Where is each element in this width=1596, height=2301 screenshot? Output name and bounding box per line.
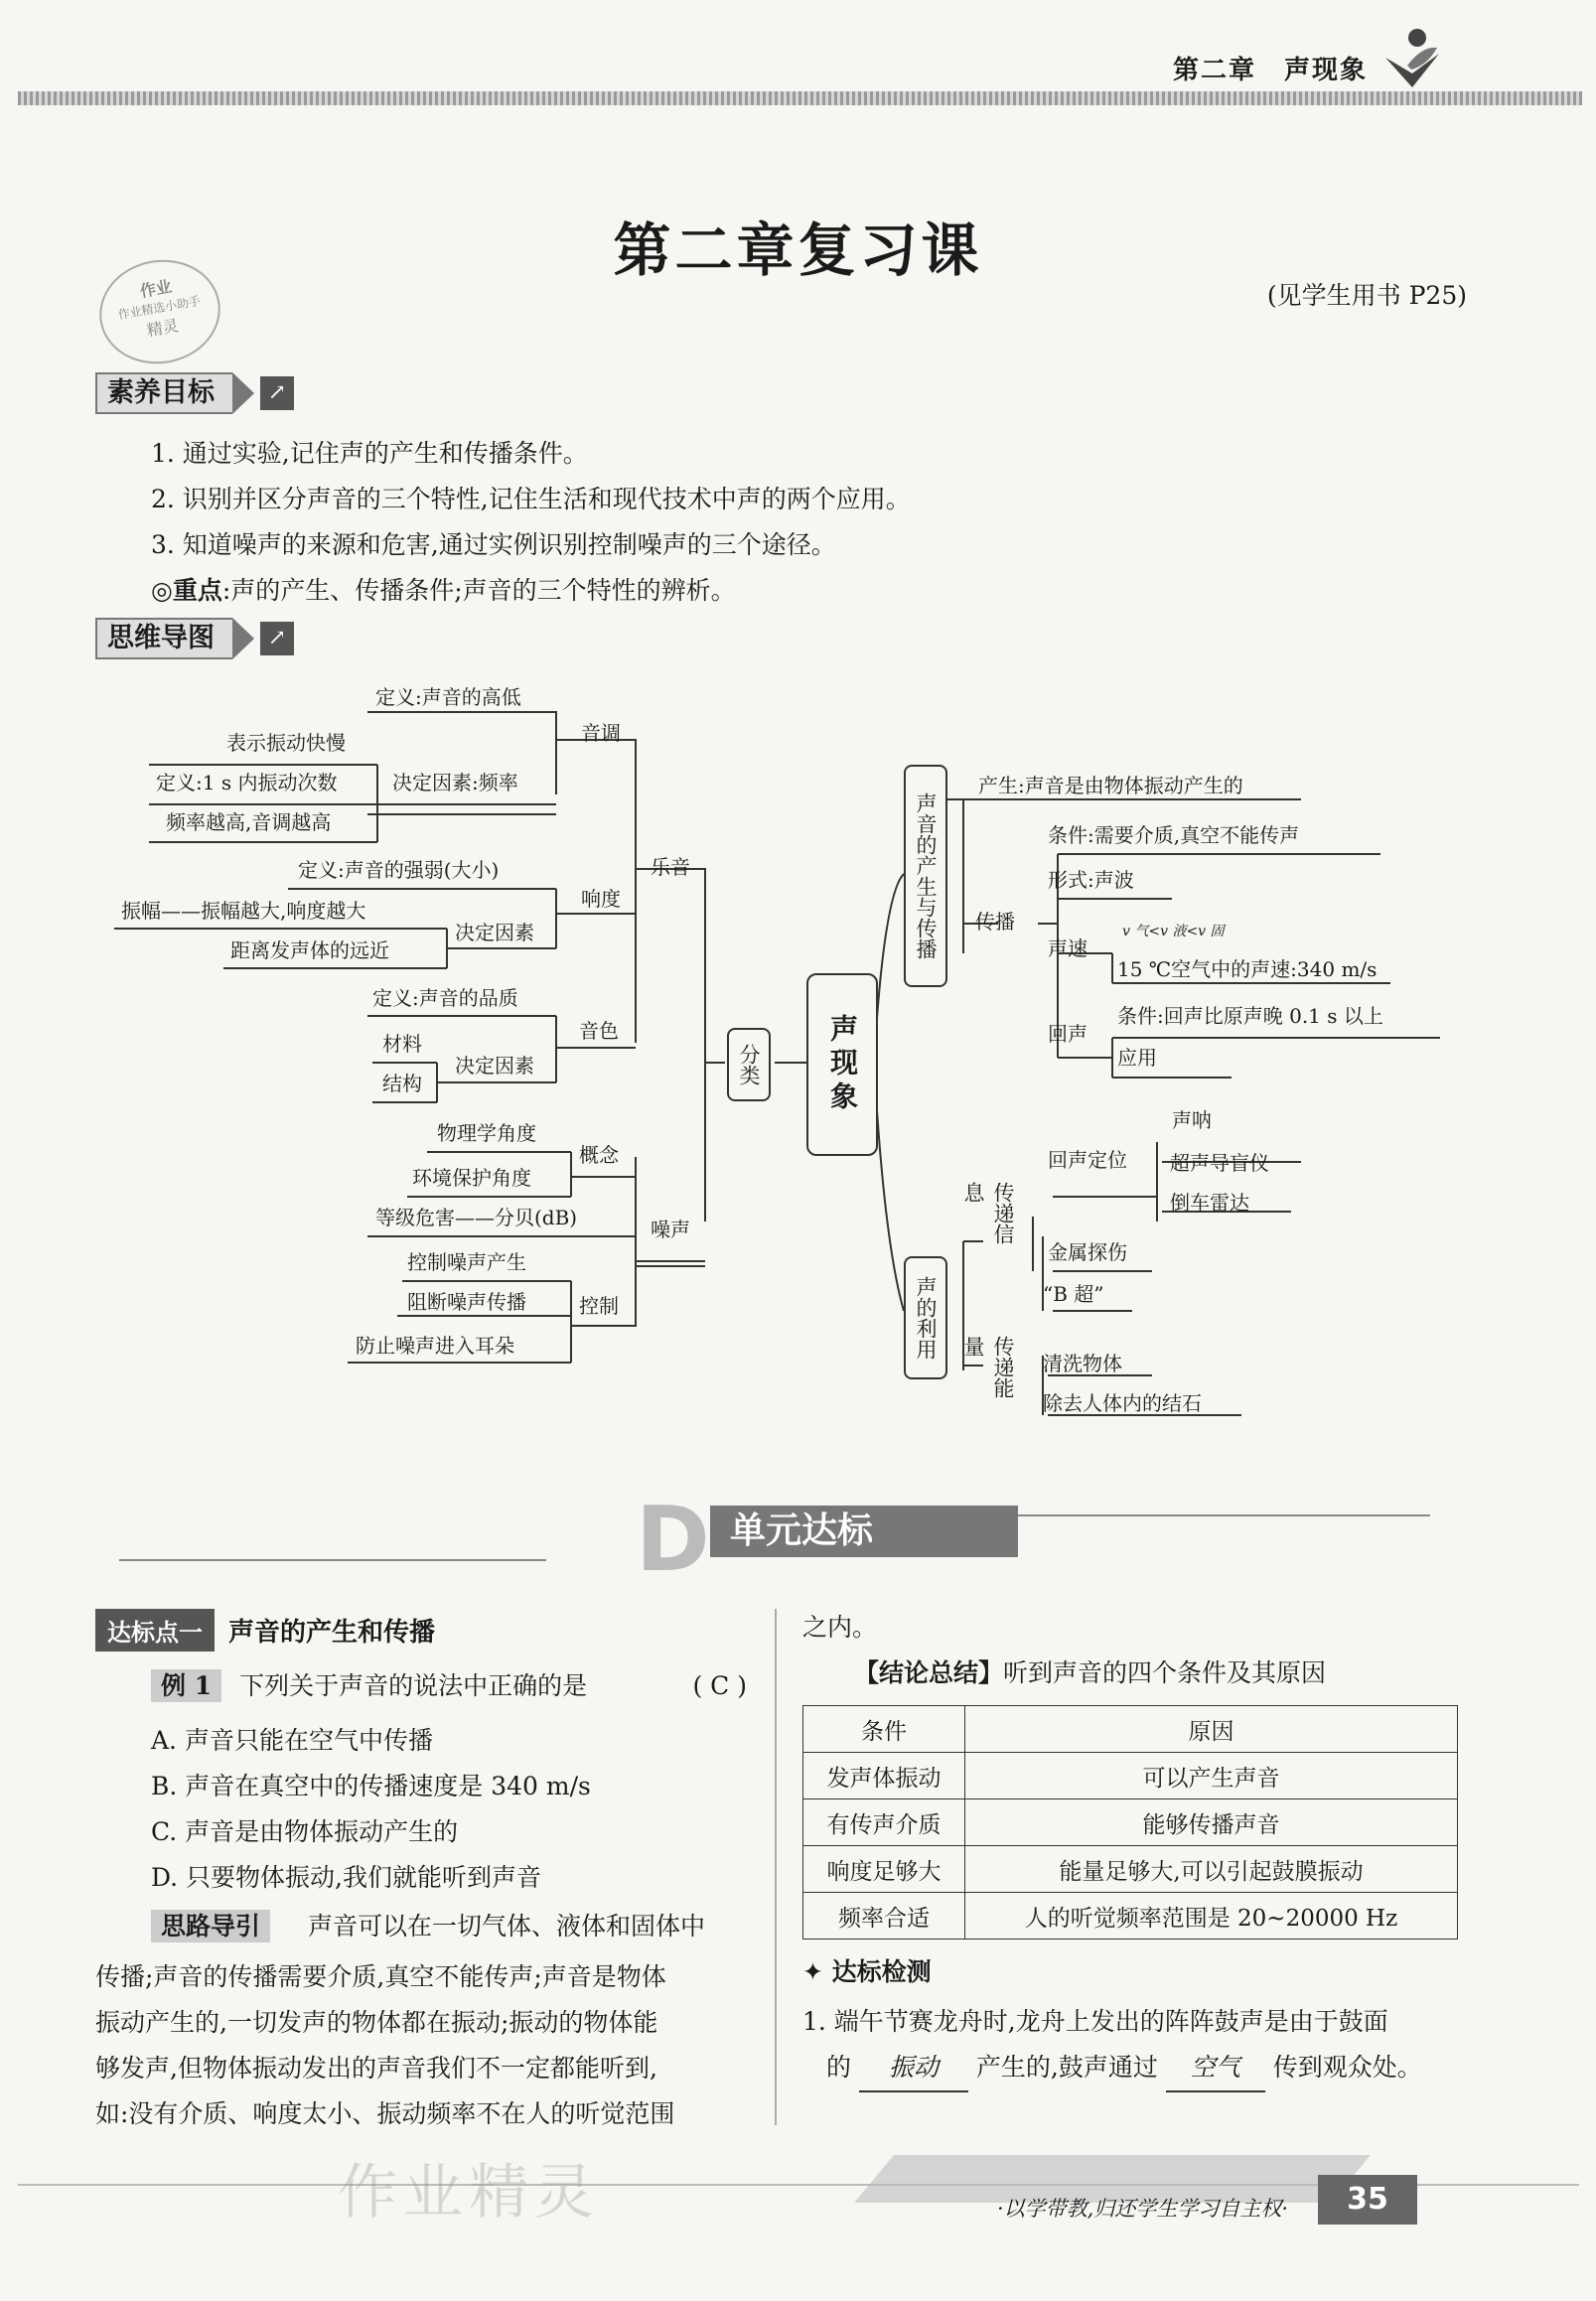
mm-pitch-factor: 决定因素:频率 [392, 771, 518, 794]
guide-line-1: 思路导引 声音可以在一切气体、液体和固体中 [151, 1904, 747, 1949]
mm-pitch-b: 定义:1 s 内振动次数 [156, 771, 338, 794]
unit-line-left [119, 1559, 546, 1561]
goal-item: 2. 识别并区分声音的三个特性,记住生活和现代技术中声的两个应用。 [151, 485, 911, 513]
page-title: 第二章复习课 [613, 216, 983, 284]
mm-classify: 分类 [727, 1028, 771, 1101]
mm-control-c: 防止噪声进入耳朵 [356, 1334, 514, 1358]
goals-heading: 素养目标 ↗ [95, 372, 294, 414]
mm-spread: 传播 [975, 910, 1015, 934]
mm-control: 控制 [579, 1294, 619, 1318]
mm-speed-b: 15 ℃空气中的声速:340 m/s [1117, 957, 1378, 981]
goal-item: 3. 知道噪声的来源和危害,通过实例识别控制噪声的三个途径。 [151, 530, 836, 559]
mm-form: 形式:声波 [1048, 868, 1134, 892]
mm-speed-a: v 气<v 液<v 固 [1122, 924, 1225, 939]
unit-banner: D 单元达标 [546, 1498, 1003, 1559]
mm-cond: 条件:需要介质,真空不能传声 [1048, 823, 1300, 847]
page-number: 35 [1318, 2175, 1417, 2225]
footer-slogan: ·以学带教,归还学生学习自主权· [996, 2197, 1288, 2221]
answer-blank-1: 振动 [859, 2045, 968, 2092]
mm-concept-a: 物理学角度 [437, 1121, 536, 1145]
mm-concept-b: 环境保护角度 [412, 1166, 531, 1190]
answer-blank-2: 空气 [1166, 2045, 1265, 2092]
mm-pitch-def: 定义:声音的高低 [375, 685, 521, 709]
guide-line-3: 振动产生的,一切发声的物体都在振动;振动的物体能 [95, 2008, 658, 2037]
mm-bscan: “B 超” [1043, 1282, 1104, 1306]
mm-timbre-b: 结构 [382, 1072, 422, 1095]
mm-loud-b: 距离发声体的远近 [230, 938, 389, 962]
option-b: B. 声音在真空中的传播速度是 340 m/s [151, 1772, 591, 1800]
mm-echo: 回声 [1048, 1022, 1088, 1046]
section1-heading: 达标点一 声音的产生和传播 [95, 1609, 435, 1652]
mm-ultra: 超声导盲仪 [1170, 1151, 1269, 1175]
guide-line-4: 够发声,但物体振动发出的声音我们不一定都能听到, [95, 2054, 657, 2083]
arrow-icon: ↗ [260, 376, 294, 410]
homework-stamp: 作业 作业精选小助手 精灵 [91, 250, 228, 373]
mm-loud-factor: 决定因素 [455, 921, 534, 944]
mm-timbre-def: 定义:声音的品质 [372, 986, 518, 1010]
goal-item: 1. 通过实验,记住声的产生和传播条件。 [151, 439, 588, 468]
mm-timbre: 音色 [579, 1019, 619, 1043]
mm-pitch-c: 频率越高,音调越高 [166, 810, 332, 834]
chapter-header: 第二章 声现象 [1172, 56, 1368, 85]
guide-line-2: 传播;声音的传播需要介质,真空不能传声;声音是物体 [95, 1962, 666, 1991]
mm-echo-a: 条件:回声比原声晚 0.1 s 以上 [1117, 1004, 1383, 1028]
mm-control-b: 阻断噪声传播 [407, 1290, 526, 1314]
mm-control-a: 控制噪声产生 [407, 1250, 526, 1274]
table-row: 条件 原因 [803, 1706, 1458, 1753]
mm-speed: 声速 [1048, 936, 1088, 960]
mm-loud-a: 振幅——振幅越大,响度越大 [121, 899, 366, 923]
example-1: 例 1 下列关于声音的说法中正确的是 ( C ) [151, 1663, 747, 1709]
mm-noise: 噪声 [651, 1218, 690, 1241]
mindmap-heading: 思维导图 ↗ [95, 618, 294, 659]
mm-origin: 声音的产生与传播 [904, 765, 947, 987]
column-divider [775, 1609, 777, 2125]
mm-level: 等级危害——分贝(dB) [375, 1206, 578, 1229]
mm-radar: 倒车雷达 [1170, 1191, 1249, 1215]
mm-metal: 金属探伤 [1048, 1240, 1127, 1264]
unit-line-right [1003, 1514, 1430, 1516]
mm-use: 声的利用 [904, 1256, 947, 1379]
mm-pitch: 音调 [581, 721, 621, 745]
option-c: C. 声音是由物体振动产生的 [151, 1817, 459, 1846]
mm-music: 乐音 [651, 855, 690, 879]
mm-locate: 回声定位 [1048, 1148, 1127, 1172]
mm-sonar: 声呐 [1172, 1108, 1212, 1132]
reference-note: (见学生用书 P25) [1266, 281, 1467, 310]
mm-energy: 传递能量 [961, 1336, 1015, 1398]
mm-loud: 响度 [581, 887, 621, 911]
table-row: 频率合适 人的听觉频率范围是 20~20000 Hz [803, 1893, 1458, 1940]
mm-clean: 清洗物体 [1043, 1352, 1122, 1375]
diamond-icon: ✦ [802, 1957, 823, 1986]
check-heading: ✦ 达标检测 [802, 1957, 932, 1986]
option-d: D. 只要物体振动,我们就能听到声音 [151, 1863, 541, 1892]
mm-timbre-factor: 决定因素 [455, 1054, 534, 1078]
summary-title: 【结论总结】听到声音的四个条件及其原因 [854, 1658, 1327, 1687]
mm-center: 声现象 [806, 973, 878, 1156]
focus-line: ◎重点:声的产生、传播条件;声音的三个特性的辨析。 [151, 576, 736, 605]
check-q1-line1: 1. 端午节赛龙舟时,龙舟上发出的阵阵鼓声是由于鼓面 [802, 2007, 1388, 2036]
table-row: 发声体振动 可以产生声音 [803, 1753, 1458, 1799]
summary-table [802, 1705, 1458, 1940]
watermark: 作业精灵 [338, 2158, 600, 2228]
table-row: 有传声介质 能够传播声音 [803, 1799, 1458, 1846]
mm-produce: 产生:声音是由物体振动产生的 [978, 774, 1243, 797]
option-a: A. 声音只能在空气中传播 [151, 1726, 433, 1755]
mm-stone: 除去人体内的结石 [1043, 1391, 1202, 1415]
check-q1-line2: 的 振动 产生的,鼓声通过 空气 传到观众处。 [826, 2045, 1422, 2092]
mm-timbre-a: 材料 [382, 1032, 422, 1056]
arrow-icon: ↗ [260, 622, 294, 655]
mm-loud-def: 定义:声音的强弱(大小) [298, 858, 500, 882]
guide-line-5: 如:没有介质、响度太小、振动频率不在人的听觉范围 [95, 2099, 675, 2128]
mm-info: 传递信息 [961, 1182, 1015, 1244]
mm-echo-b: 应用 [1117, 1046, 1157, 1070]
guide-end: 之内。 [802, 1613, 878, 1642]
table-row: 响度足够大 能量足够大,可以引起鼓膜振动 [803, 1846, 1458, 1893]
mm-concept: 概念 [579, 1143, 619, 1167]
mm-pitch-a: 表示振动快慢 [226, 731, 346, 755]
